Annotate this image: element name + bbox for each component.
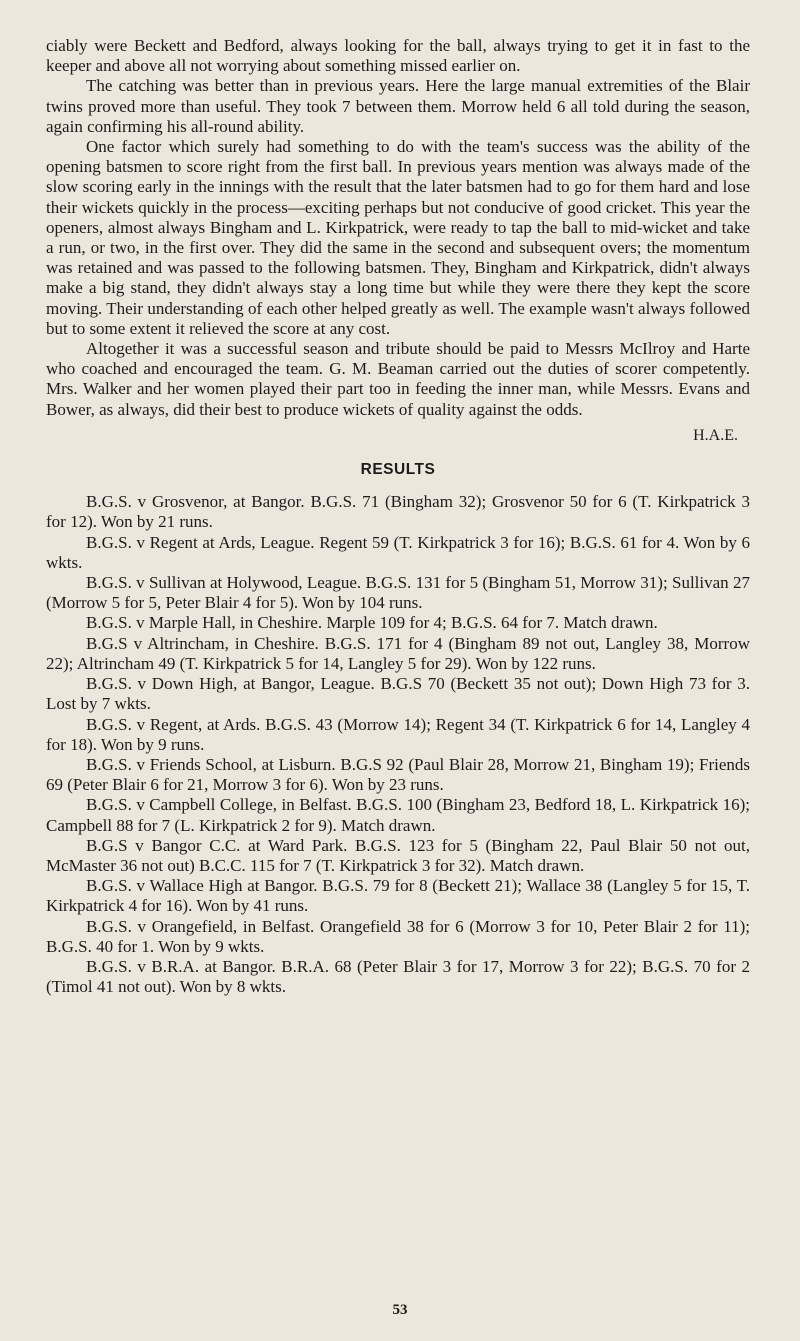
author-signature: H.A.E. [693,426,738,444]
report-paragraph: The catching was better than in previous years. Here the large manual extremities of the Blair twins proved more than useful. They took 7 between them. Morrow held 6 all told during the season, again confirming his all-round ability. [46,76,750,136]
page-number: 53 [392,1302,408,1318]
match-result: B.G.S. v Grosvenor, at Bangor. B.G.S. 71 (Bingham 32); Grosvenor 50 for 6 (T. Kirkpatrick 3 for 12). Won by 21 runs. [46,492,750,532]
results-list [46,492,750,997]
results-heading: RESULTS [360,461,436,479]
match-result: B.G.S. v Marple Hall, in Cheshire. Marple 109 for 4; B.G.S. 64 for 7. Match drawn. [86,613,658,633]
match-result: B.G.S. v Sullivan at Holywood, League. B.G.S. 131 for 5 (Bingham 51, Morrow 31); Sullivan 27 (Morrow 5 for 5, Peter Blair 4 for 5). Won by 104 runs. [46,573,750,613]
match-result: B.G.S. v Regent at Ards, League. Regent 59 (T. Kirkpatrick 3 for 16); B.G.S. 61 for 4. Won by 6 wkts. [46,532,750,572]
match-result: B.G.S. v Wallace High at Bangor. B.G.S. 79 for 8 (Beckett 21); Wallace 38 (Langley 5 for 15, T. Kirkpatrick 4 for 16). Won by 41 runs. [46,876,750,916]
season-report [46,36,750,446]
match-result: B.G.S. v Down High, at Bangor, League. B.G.S 70 (Beckett 35 not out); Down High 73 for 3. Lost by 7 wkts. [46,674,750,714]
report-paragraph: One factor which surely had something to do with the team's success was the ability of the opening batsmen to score right from the first ball. In previous years mention was always made of the slow scoring early in the innings with the result that the later batsmen had to go for them hard and lose their wickets quickly in the process—exciting perhaps but not conducive of good cricket. This year the openers, almost always Bingham and L. Kirkpatrick, were ready to tap the ball to mid-wicket and take a run, or two, in the first over. They did the same in the second and subsequent overs; the momentum was retained and was passed to the following batsmen. They, Bingham and Kirkpatrick, didn't always make a big stand, they didn't always stay a long time but while they were there they kept the score moving. Their understanding of each other helped greatly as well. The example wasn't always followed but to some extent it relieved the score at any cost. [46,137,750,338]
match-result: B.G.S. v Friends School, at Lisburn. B.G.S 92 (Paul Blair 28, Morrow 21, Bingham 19); Friends 69 (Peter Blair 6 for 21, Morrow 3 for 6). Won by 23 runs. [46,754,750,795]
match-result: B.G.S. v Campbell College, in Belfast. B.G.S. 100 (Bingham 23, Bedford 18, L. Kirkpatrick 16); Campbell 88 for 7 (L. Kirkpatrick 2 for 9). Match drawn. [46,795,750,835]
match-result: B.G.S v Bangor C.C. at Ward Park. B.G.S. 123 for 5 (Bingham 22, Paul Blair 50 not out, McMaster 36 not out) B.C.C. 115 for 7 (T. Kirkpatrick 3 for 32). Match drawn. [46,835,750,875]
match-result: B.G.S. v Orangefield, in Belfast. Orangefield 38 for 6 (Morrow 3 for 10, Peter Blair 2 for 11); B.G.S. 40 for 1. Won by 9 wkts. [46,916,750,956]
document-page [46,36,750,997]
match-result: B.G.S. v Regent, at Ards. B.G.S. 43 (Morrow 14); Regent 34 (T. Kirkpatrick 6 for 14, Langley 4 for 18). Won by 9 runs. [46,714,750,754]
report-paragraph: ciably were Beckett and Bedford, always looking for the ball, always trying to get it in fast to the keeper and above all not worrying about something missed earlier on. [46,36,750,76]
match-result: B.G.S v Altrincham, in Cheshire. B.G.S. 171 for 4 (Bingham 89 not out, Langley 38, Morrow 22); Altrincham 49 (T. Kirkpatrick 5 for 14, Langley 5 for 29). Won by 122 runs. [46,633,750,673]
match-result: B.G.S. v B.R.A. at Bangor. B.R.A. 68 (Peter Blair 3 for 17, Morrow 3 for 22); B.G.S. 70 for 2 (Timol 41 not out). Won by 8 wkts. [46,956,750,997]
report-paragraph: Altogether it was a successful season and tribute should be paid to Messrs McIlroy and Harte who coached and encouraged the team. G. M. Beaman carried out the duties of scorer competently. Mrs. Walker and her women played their part too in feeding the inner man, while Messrs. Evans and Bower, as always, did their best to produce wickets of quality against the odds. [46,339,750,419]
